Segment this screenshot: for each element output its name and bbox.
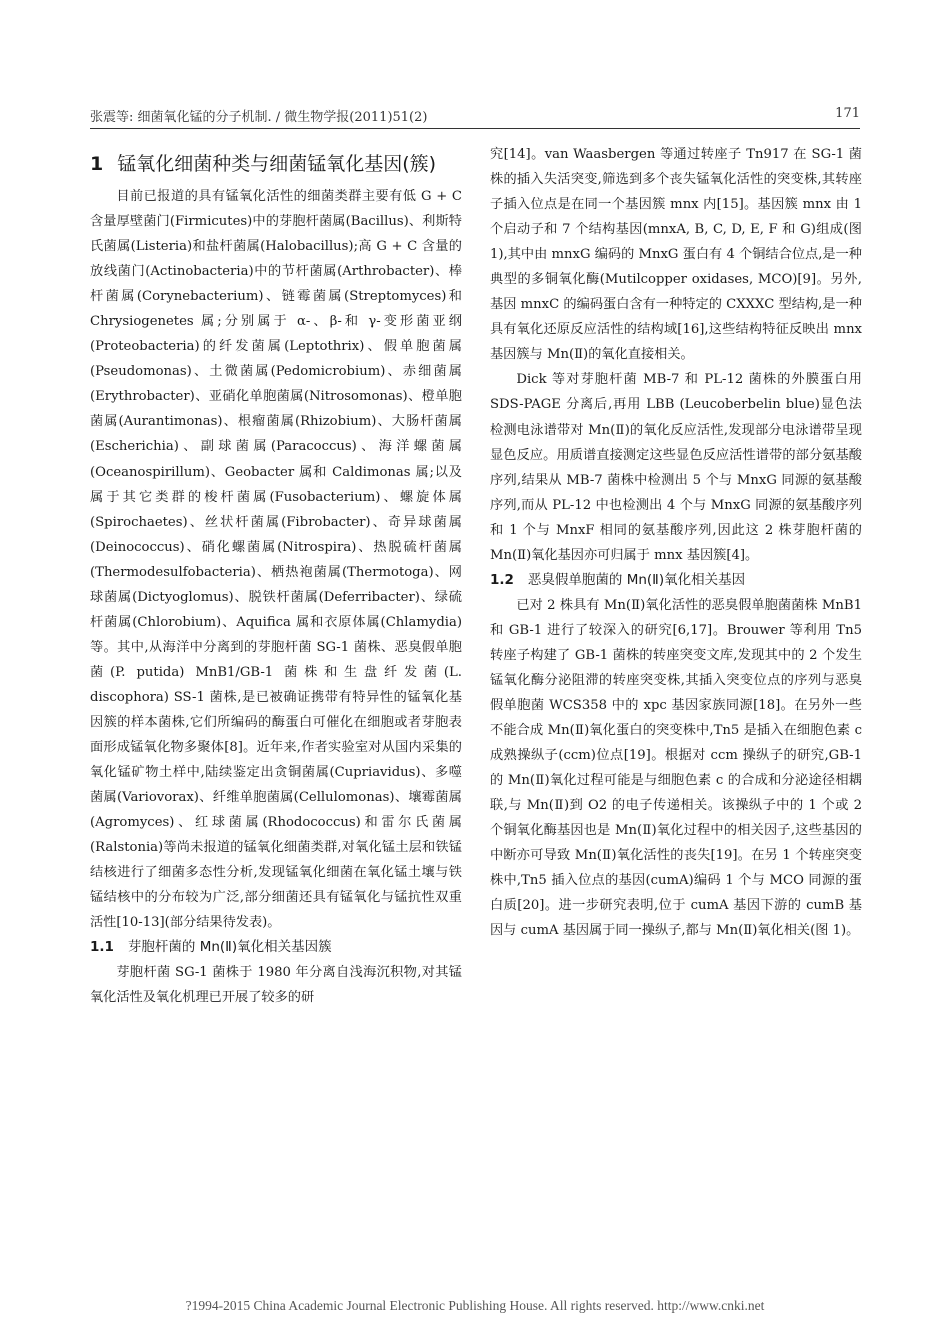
- subsection-1-2-paragraph: 已对 2 株具有 Mn(Ⅱ)氧化活性的恶臭假单胞菌菌株 MnB1 和 GB-1 进行了较深入的研究[6,17]。Brouwer 等利用 Tn5 转座子构建了 GB-1 菌株的转座突变文库,发现其中的 2 个发生锰氧化酶分泌阻滞的转座突变株,其插入突变位点的序列与恶臭假单胞菌 WCS358 中的 xpc 基因家族同源[18]。在另外一些不能合成 Mn(Ⅱ)氧化蛋白的突变株中,Tn5 是插入在细胞色素 c 成熟操纵子(ccm)位点[19]。根据对 ccm 操纵子的研究,GB-1 的 Mn(Ⅱ)氧化过程可能是与细胞色素 c 的合成和分泌途径相耦联,与 Mn(Ⅱ)到 O2 的电子传递相关。该操纵子中的 1 个或 2 个铜氧化酶基因也是 Mn(Ⅱ)氧化过程中的相关因子,这些基因的中断亦可导致 Mn(Ⅱ)氧化活性的丧失[19]。在另 1 个转座突变株中,Tn5 插入位点的基因(cumA)编码 1 个与 MCO 同源的蛋白质[20]。进一步研究表明,位于 cumA 基因下游的 cumB 基因与 cumA 基因属于同一操纵子,都与 Mn(Ⅱ)氧化相关(图 1)。: [490, 597, 862, 939]
- subsection-number: 1.1: [90, 939, 114, 956]
- section-number: 1: [90, 153, 104, 175]
- copyright-footer: ?1994-2015 China Academic Journal Electronic Publishing House. All rights reserved. http://www.cnki.net: [185, 1298, 765, 1313]
- running-header: [90, 106, 860, 126]
- subsection-heading-1-1: [90, 935, 462, 960]
- left-column: [90, 142, 462, 1011]
- subsection-1-1-paragraph-dick: Dick 等对芽胞杆菌 MB-7 和 PL-12 菌株的外膜蛋白用 SDS-PAGE 分离后,再用 LBB (Leucoberbelin blue)显色法检测电泳谱带对 Mn(Ⅱ)的氧化反应活性,发现部分电泳谱带呈现显色反应。用质谱直接测定这些显色反应活性谱带的部分氨基酸序列,结果从 MB-7 菌株中检测出 5 个与 MnxG 同源的氨基酸序列,而从 PL-12 中也检测出 4 个与 MnxG 同源的氨基酸序列和 1 个与 MnxF 相同的氨基酸序列,因此这 2 株芽胞杆菌的 Mn(Ⅱ)氧化基因亦可归属于 mnx 基因簇[4]。: [490, 372, 862, 563]
- subsection-1-1-paragraph-start: 芽胞杆菌 SG-1 菌株于 1980 年分离自浅海沉积物,对其锰氧化活性及氧化机理已开展了较多的研: [90, 965, 462, 1006]
- subsection-title: 芽胞杆菌的 Mn(Ⅱ)氧化相关基因簇: [127, 939, 332, 956]
- header-rule: [90, 128, 860, 129]
- right-column: [490, 142, 862, 943]
- subsection-title: 恶臭假单胞菌的 Mn(Ⅱ)氧化相关基因: [527, 571, 746, 588]
- page-number: 171: [835, 106, 860, 121]
- section-intro-paragraph: 目前已报道的具有锰氧化活性的细菌类群主要有低 G + C 含量厚壁菌门(Firmicutes)中的芽胞杆菌属(Bacillus)、利斯特氏菌属(Listeria)和盐杆菌属(Halobacillus);高 G + C 含量的放线菌门(Actinobacteria)中的节杆菌属(Arthrobacter)、棒杆菌属(Corynebacterium)、链霉菌属(Streptomyces)和 Chrysiogenetes 属;分别属于 α-、β-和 γ-变形菌亚纲(Proteobacteria)的纤发菌属(Leptothrix)、假单胞菌属(Pseudomonas)、土微菌属(Pedomicrobium)、赤细菌属(Erythrobacter)、亚硝化单胞菌属(Nitrosomonas)、橙单胞菌属(Aurantimonas)、根瘤菌属(Rhizobium)、大肠杆菌属(Escherichia)、副球菌属(Paracoccus)、海洋螺菌属(Oceanospirillum)、Geobacter 属和 Caldimonas 属;以及属于其它类群的梭杆菌属(Fusobacterium)、螺旋体属(Spirochaetes)、丝状杆菌属(Fibrobacter)、奇异球菌属(Deinococcus)、硝化螺菌属(Nitrospira)、热脱硫杆菌属(Thermodesulfobacteria)、栖热袍菌属(Thermotoga)、网球菌属(Dictyoglomus)、脱铁杆菌属(Deferribacter)、绿硫杆菌属(Chlorobium)、Aquifica 属和衣原体属(Chlamydia)等。其中,从海洋中分离到的芽胞杆菌 SG-1 菌株、恶臭假单胞菌(P. putida) MnB1/GB-1 菌株和生盘纤发菌(L. discophora) SS-1 菌株,是已被确证携带有特异性的锰氧化基因簇的样本菌株,它们所编码的酶蛋白可催化在细胞或者芽胞表面形成锰氧化物多聚体[8]。近年来,作者实验室对从国内采集的氧化锰矿物土样中,陆续鉴定出贪铜菌属(Cupriavidus)、多噬菌属(Variovorax)、纤维单胞菌属(Cellulomonas)、壤霉菌属(Agromyces)、红球菌属(Rhodococcus)和雷尔氏菌属(Ralstonia)等尚未报道的锰氧化细菌类群,对氧化锰土层和铁锰结核进行了细菌多态性分析,发现锰氧化细菌在氧化锰土壤与铁锰结核中的分布较为广泛,部分细菌还具有锰氧化与锰抗性双重活性[10-13](部分结果待发表)。: [90, 189, 462, 931]
- section-heading: [90, 150, 462, 178]
- subsection-1-1-paragraph-cont: 究[14]。van Waasbergen 等通过转座子 Tn917 在 SG-1 菌株的插入失活突变,筛选到多个丧失锰氧化活性的突变株,其转座子插入位点是在同一个基因簇 mnx 内[15]。基因簇 mnx 由 1 个启动子和 7 个结构基因(mnxA, B, C, D, E, F 和 G)组成(图 1),其中由 mnxG 编码的 MnxG 蛋白有 4 个铜结合位点,是一种典型的多铜氧化酶(Mutilcopper oxidases, MCO)[9]。另外,基因 mnxC 的编码蛋白含有一种特定的 CXXXC 型结构,是一种具有氧化还原反应活性的结构域[16],这些结构特征反映出 mnx 基因簇与 Mn(Ⅱ)的氧化直接相关。: [490, 147, 862, 363]
- running-title: 张震等: 细菌氧化锰的分子机制. / 微生物学报(2011)51(2): [90, 110, 428, 125]
- subsection-number: 1.2: [490, 571, 514, 588]
- subsection-heading-1-2: [490, 568, 862, 593]
- section-title: 锰氧化细菌种类与细菌锰氧化基因(簇): [117, 153, 437, 175]
